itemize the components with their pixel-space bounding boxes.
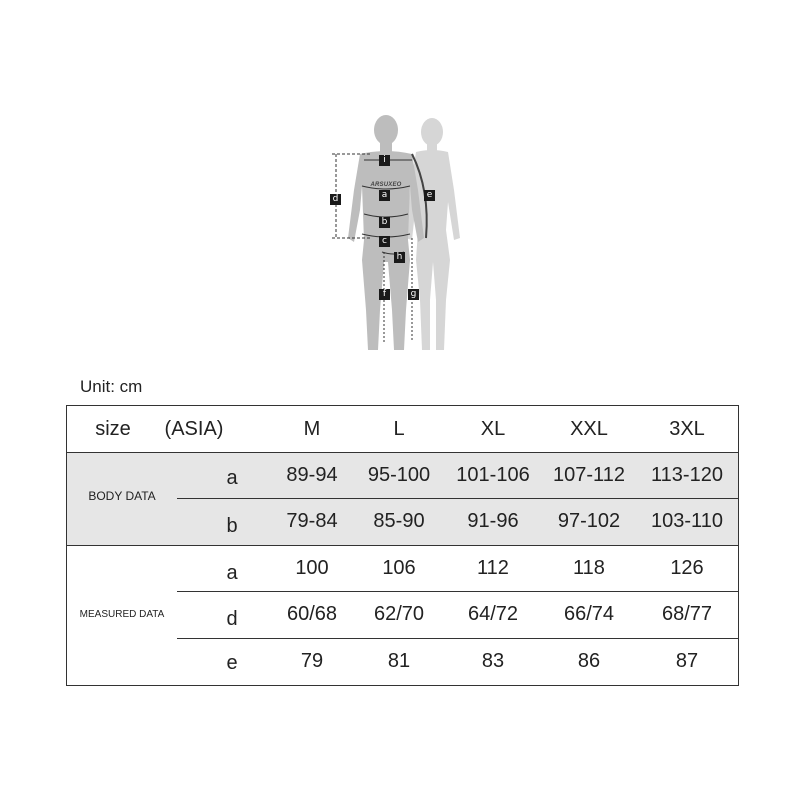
header-size-xl: XL [480, 418, 506, 440]
brand-logo-text: ARSUXEO [370, 182, 402, 188]
table-cell: 83 [481, 650, 505, 672]
table-row [67, 499, 738, 545]
row-key: b [226, 515, 238, 537]
table-cell: 118 [573, 557, 605, 579]
table-cell: 86 [577, 650, 601, 672]
table-cell: 79 [300, 650, 324, 672]
marker-e: e [424, 190, 435, 201]
table-cell: 89-94 [286, 464, 338, 486]
table-cell: 113-120 [651, 464, 723, 486]
table-cell: 100 [295, 557, 329, 579]
row-key: a [226, 467, 238, 489]
section-label-body-data: BODY DATA [88, 489, 156, 503]
table-cell: 126 [670, 557, 704, 579]
table-row [67, 592, 738, 638]
table-cell: 95-100 [367, 464, 431, 486]
table-cell: 91-96 [467, 510, 519, 532]
header-region-label: (ASIA) [164, 418, 224, 440]
table-cell: 79-84 [286, 510, 338, 532]
table-cell: 85-90 [373, 510, 425, 532]
silhouette-graphic [320, 110, 480, 370]
header-size-xxl: XXL [570, 418, 608, 440]
header-size-l: L [393, 418, 405, 440]
marker-b: b [379, 217, 390, 228]
table-cell: 97-102 [557, 510, 621, 532]
table-cell: 107-112 [553, 464, 625, 486]
row-key: a [226, 562, 238, 584]
unit-label: Unit: cm [80, 377, 143, 396]
table-cell: 101-106 [456, 464, 530, 486]
table-cell: 66/74 [563, 603, 615, 625]
table-cell: 87 [675, 650, 699, 672]
header-size-label: size [95, 418, 131, 440]
table-row [67, 453, 738, 498]
row-key: e [226, 652, 238, 674]
table-header-row [67, 406, 738, 452]
table-cell: 68/77 [661, 603, 713, 625]
marker-h: h [394, 252, 405, 263]
section-label-measured-data: MEASURED DATA [79, 609, 165, 620]
marker-a: a [379, 190, 390, 201]
marker-c: c [379, 236, 390, 247]
table-row [67, 639, 738, 685]
marker-i: i [379, 155, 390, 166]
size-chart-table [66, 405, 739, 686]
table-cell: 81 [387, 650, 411, 672]
marker-f: f [379, 289, 390, 300]
marker-d: d [330, 194, 341, 205]
marker-g: g [408, 289, 419, 300]
body-measurement-figure [320, 110, 480, 370]
table-cell: 112 [477, 557, 509, 579]
table-cell: 60/68 [286, 603, 338, 625]
table-cell: 106 [382, 557, 416, 579]
table-cell: 62/70 [373, 603, 425, 625]
table-row [67, 546, 738, 591]
table-cell: 103-110 [651, 510, 723, 532]
table-cell: 64/72 [467, 603, 519, 625]
female-silhouette [406, 118, 460, 350]
header-size-3xl: 3XL [669, 418, 705, 440]
row-key: d [226, 608, 238, 630]
header-size-m: M [303, 418, 321, 440]
